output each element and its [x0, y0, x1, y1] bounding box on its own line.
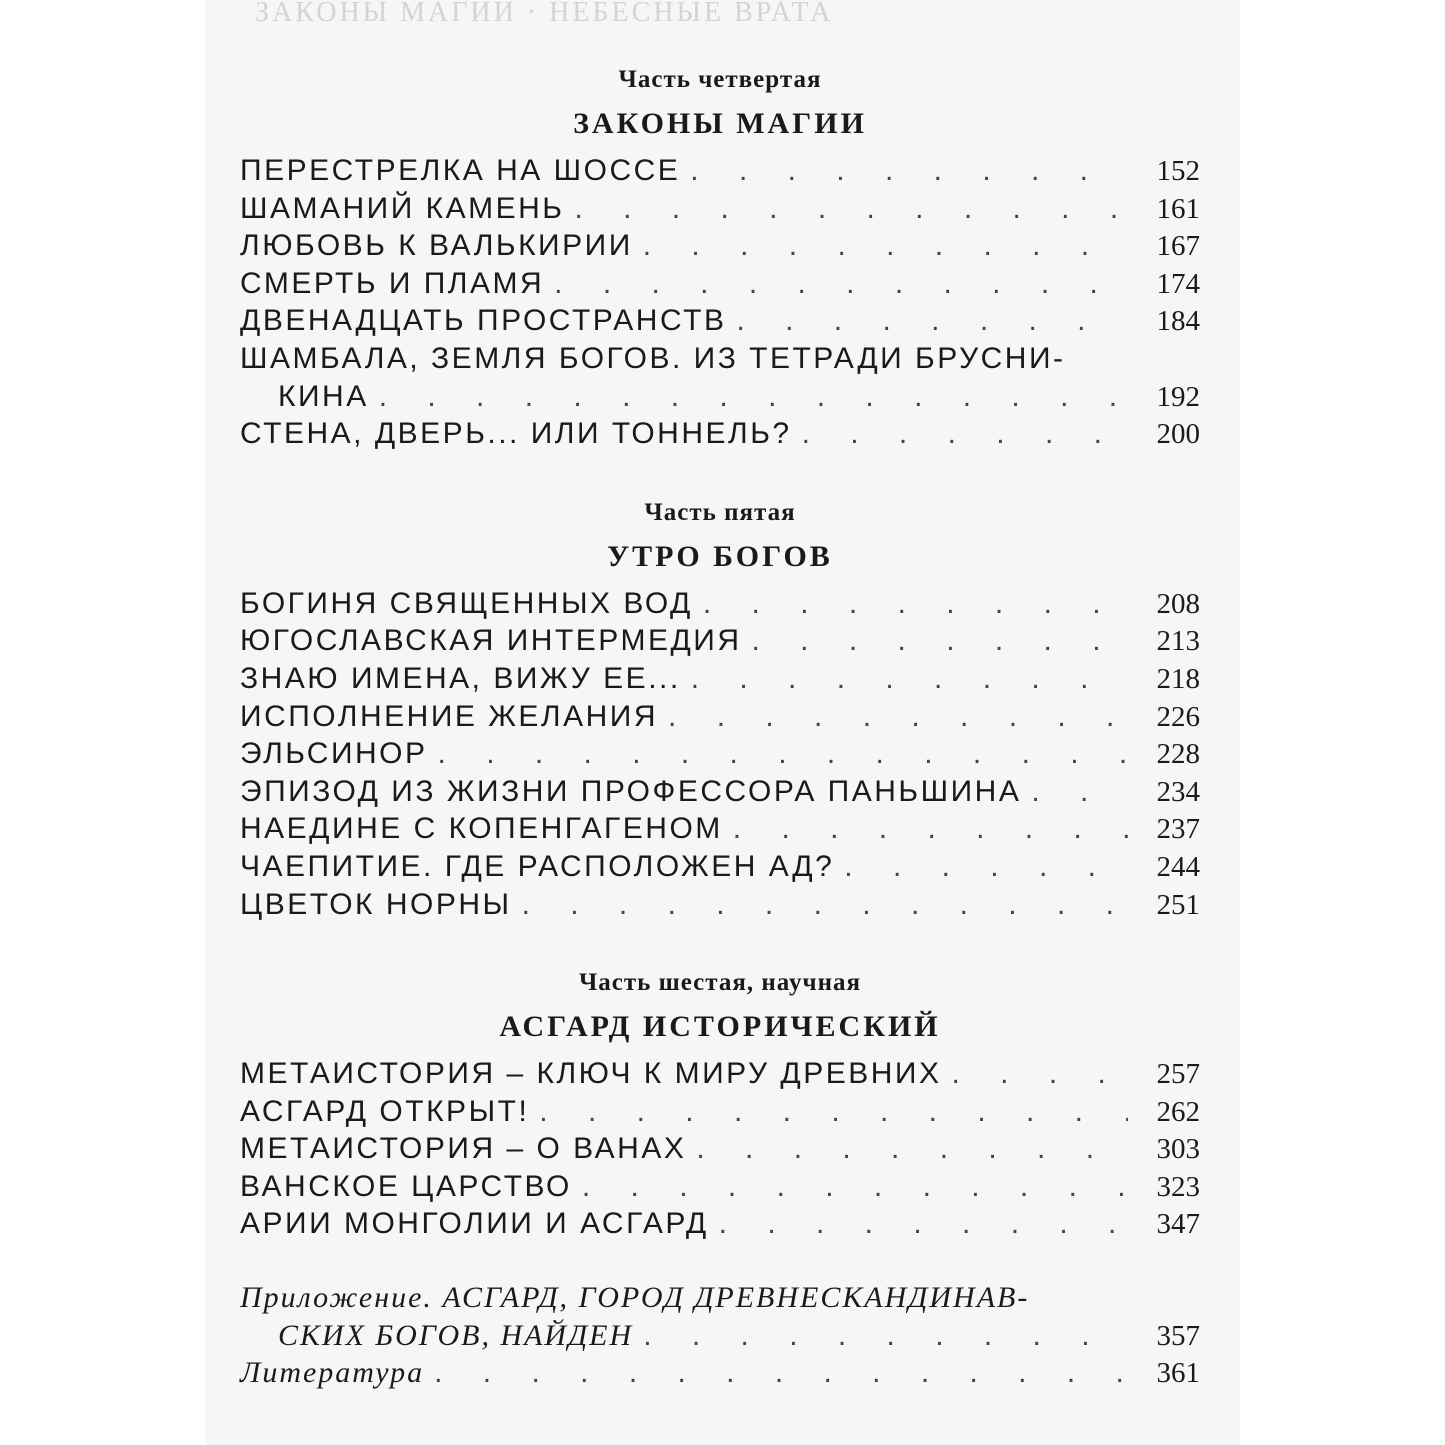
appendix-entry-continuation[interactable]: СКИХ БОГОВ, НАЙДЕН . . . 357: [240, 1317, 1200, 1355]
page-number: 251: [1156, 888, 1200, 921]
leader-dots: [703, 585, 1128, 623]
leader-dots: [539, 1093, 1128, 1131]
part-title: УТРО БОГОВ: [607, 539, 833, 573]
page-number: 167: [1156, 230, 1200, 263]
toc-entry-first-line[interactable]: ШАМБАЛА, ЗЕМЛЯ БОГОВ. ИЗ ТЕТРАДИ БРУСНИ-: [240, 341, 1066, 375]
leader-dots: [752, 622, 1128, 660]
toc-entry[interactable]: ПЕРЕСТРЕЛКА НА ШОССЕ . . . 152: [240, 152, 1200, 190]
page-number: 218: [1156, 662, 1200, 695]
section-part-five: [240, 493, 1200, 923]
leader-dots: [643, 227, 1128, 265]
toc-entry[interactable]: ДВЕНАДЦАТЬ ПРОСТРАНСТВ . . . 184: [240, 302, 1200, 340]
leader-dots: [691, 660, 1128, 698]
page-number: 228: [1156, 738, 1200, 771]
page-number: 152: [1156, 155, 1200, 187]
section-part-four: [240, 60, 1200, 453]
page-number: 323: [1156, 1170, 1200, 1203]
leader-dots: [643, 1317, 1128, 1355]
page-number: 244: [1156, 850, 1200, 883]
leader-dots: [522, 886, 1128, 924]
toc-entry[interactable]: ШАМАНИЙ КАМЕНЬ . . . 161: [240, 190, 1200, 228]
toc-entry[interactable]: ЛЮБОВЬ К ВАЛЬКИРИИ . . . 167: [240, 227, 1200, 265]
leader-dots: [668, 698, 1128, 736]
page-number: 226: [1156, 700, 1200, 733]
leader-dots: [554, 265, 1128, 303]
section-part-six: [240, 963, 1200, 1243]
page-number: 347: [1156, 1208, 1200, 1241]
toc-entry[interactable]: ЭПИЗОД ИЗ ЖИЗНИ ПРОФЕССОРА ПАНЬШИНА . . . 234: [240, 773, 1200, 811]
page-number: 262: [1156, 1095, 1200, 1128]
leader-dots: [844, 848, 1128, 886]
toc-entry[interactable]: МЕТАИСТОРИЯ – О ВАНАХ . . . 303: [240, 1130, 1200, 1168]
leader-dots: [1031, 773, 1128, 811]
toc-entry[interactable]: АСГАРД ОТКРЫТ! . . . 262: [240, 1093, 1200, 1131]
leader-dots: [719, 1205, 1128, 1243]
leader-dots: [802, 415, 1128, 453]
page-number: 184: [1156, 305, 1200, 338]
part-title: ЗАКОНЫ МАГИИ: [573, 107, 867, 140]
leader-dots: [434, 1354, 1128, 1392]
leader-dots: [951, 1055, 1128, 1093]
page-number: 200: [1156, 418, 1200, 451]
leader-dots: [379, 378, 1128, 416]
page-number: 234: [1156, 775, 1200, 808]
toc-entry[interactable]: МЕТАИСТОРИЯ – КЛЮЧ К МИРУ ДРЕВНИХ . . . 257: [240, 1055, 1200, 1093]
bleed-through-text: ЗАКОНЫ МАГИИ · НЕБЕСНЫЕ ВРАТА: [255, 0, 834, 28]
page-number: 213: [1156, 625, 1200, 658]
leader-dots: [438, 735, 1128, 773]
leader-dots: [574, 190, 1128, 228]
table-of-contents: [240, 60, 1200, 1392]
page-number: 303: [1156, 1133, 1200, 1166]
appendix-entry-first-line[interactable]: Приложение. АСГАРД, ГОРОД ДРЕВНЕСКАНДИНАВ-: [240, 1281, 1030, 1315]
toc-entry[interactable]: ЭЛЬСИНОР . . . 228: [240, 735, 1200, 773]
toc-entry[interactable]: ЗНАЮ ИМЕНА, ВИЖУ ЕЕ... . . . 218: [240, 660, 1200, 698]
leader-dots: [736, 302, 1128, 340]
appendix-section: [240, 1279, 1200, 1392]
leader-dots: [733, 810, 1128, 848]
toc-entry-continuation[interactable]: КИНА . . . 192: [240, 378, 1200, 416]
toc-entry[interactable]: НАЕДИНЕ С КОПЕНГАГЕНОМ . . . 237: [240, 810, 1200, 848]
toc-entry[interactable]: АРИИ МОНГОЛИИ И АСГАРД . . . 347: [240, 1205, 1200, 1243]
part-heading: Часть шестая, научная: [578, 969, 862, 997]
toc-entry[interactable]: ЮГОСЛАВСКАЯ ИНТЕРМЕДИЯ . . . 213: [240, 622, 1200, 660]
toc-entry[interactable]: ВАНСКОЕ ЦАРСТВО . . . 323: [240, 1168, 1200, 1206]
part-heading: Часть четвертая: [618, 66, 822, 93]
part-heading: Часть пятая: [644, 498, 796, 526]
toc-entry[interactable]: БОГИНЯ СВЯЩЕННЫХ ВОД . . . 208: [240, 585, 1200, 623]
toc-entry[interactable]: ЦВЕТОК НОРНЫ . . . 251: [240, 886, 1200, 924]
leader-dots: [696, 1130, 1128, 1168]
page-number: 192: [1156, 380, 1200, 413]
page-number: 237: [1156, 813, 1200, 846]
page-number: 357: [1156, 1319, 1200, 1352]
part-title: АСГАРД ИСТОРИЧЕСКИЙ: [499, 1010, 941, 1044]
page-number: 361: [1156, 1357, 1200, 1390]
leader-dots: [582, 1168, 1128, 1206]
page-number: 174: [1156, 267, 1200, 300]
page-number: 257: [1156, 1058, 1200, 1091]
literature-entry[interactable]: Литература . . . 361: [240, 1354, 1200, 1392]
toc-entry[interactable]: ЧАЕПИТИЕ. ГДЕ РАСПОЛОЖЕН АД? . . . 244: [240, 848, 1200, 886]
leader-dots: [690, 152, 1128, 190]
toc-entry[interactable]: ИСПОЛНЕНИЕ ЖЕЛАНИЯ . . . 226: [240, 698, 1200, 736]
page-number: 208: [1156, 587, 1200, 620]
page-number: 161: [1156, 192, 1200, 225]
toc-entry[interactable]: СМЕРТЬ И ПЛАМЯ . . . 174: [240, 265, 1200, 303]
toc-entry[interactable]: СТЕНА, ДВЕРЬ... ИЛИ ТОННЕЛЬ? . . . 200: [240, 415, 1200, 453]
